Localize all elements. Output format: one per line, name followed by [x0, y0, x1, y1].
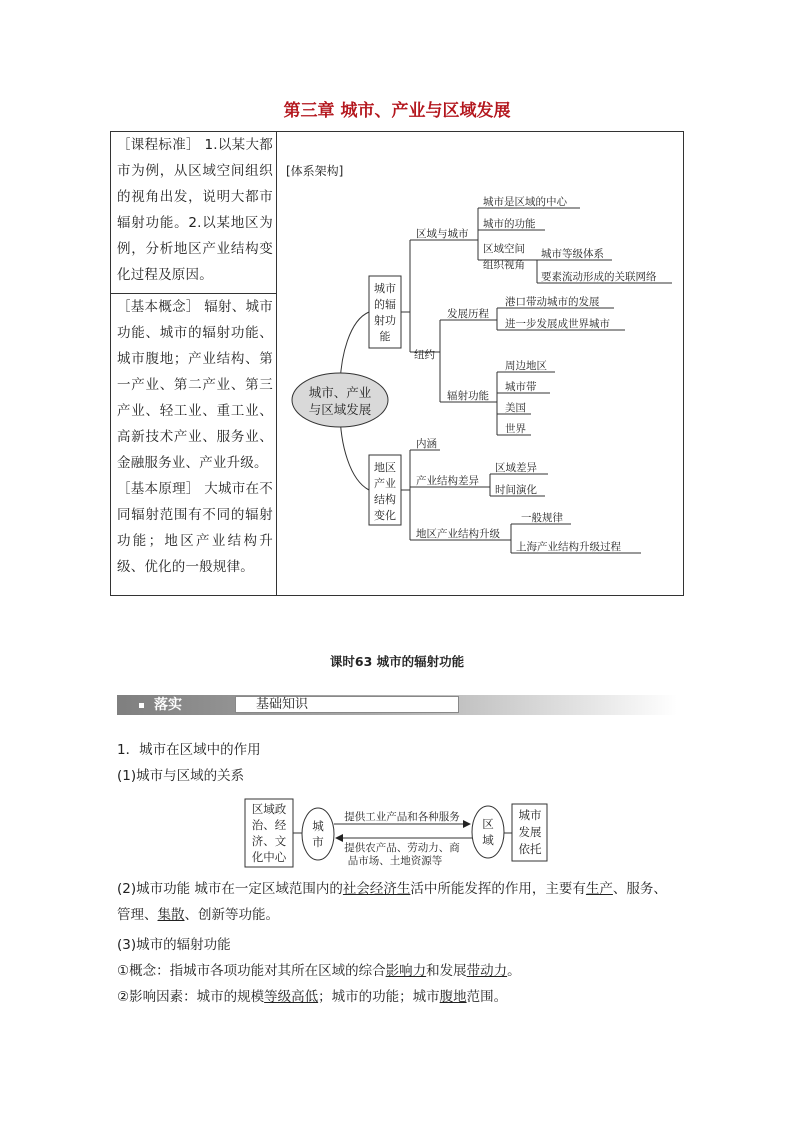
branch2-text: 产业 [374, 477, 396, 490]
node: 发展历程 [447, 308, 489, 320]
node: 城市的功能 [483, 218, 536, 230]
diagram-text: 域 [482, 833, 494, 847]
node: 要素流动形成的关联网络 [541, 271, 657, 283]
node: 进一步发展成世界城市 [505, 318, 610, 330]
diagram-text: 市 [312, 835, 324, 849]
diagram-text: 济、文 [251, 834, 287, 848]
mindmap-center-2: 与区域发展 [308, 402, 372, 417]
diagram-text: 治、经 [251, 818, 287, 832]
banner-label: 基础知识 [235, 696, 459, 713]
diagram-text: 区域政 [251, 802, 287, 816]
node: 周边地区 [505, 360, 547, 372]
chapter-title: 第三章 城市、产业与区域发展 [283, 101, 511, 121]
section-heading: 1．城市在区域中的作用 [117, 742, 261, 758]
arrow-label: 提供工业产品和各种服务 [344, 811, 460, 823]
node: 内涵 [416, 438, 437, 450]
subsection-heading: (1)城市与区域的关系 [117, 768, 245, 784]
diagram-text: 城市 [518, 808, 542, 822]
arrow-label: 品市场、土地资源等 [347, 855, 443, 867]
basic-concepts: ［基本概念］ 辐射、城市功能、城市的辐射功能、城市腹地；产业结构、第一产业、第二产业、第三产业、轻工业、重工业、高新技术产业、服务业、金融服务业、产业升级。 ［基本原理］ 大城市在不同辐射范围有不同的辐射功能；地区产业结构升级、优化的一般规律。 [117, 294, 273, 580]
node: 区域空间 [483, 243, 525, 255]
node-newyork: 纽约 [414, 349, 435, 361]
city-function-paragraph: (2)城市功能 城市在一定区域范围内的社会经济生活中所能发挥的作用，主要有生产、服务、 管理、集散、创新等功能。 [117, 881, 667, 923]
branch1-text: 能 [379, 330, 391, 343]
node: 组织视角 [483, 259, 525, 271]
node: 区域差异 [495, 462, 537, 474]
node: 地区产业结构升级 [416, 528, 500, 540]
banner-tag: 落实 [139, 695, 182, 715]
diagram-text: 城 [312, 819, 324, 833]
node: 美国 [505, 402, 526, 414]
mindmap-center-1: 城市、产业 [308, 385, 372, 400]
factors-paragraph: ②影响因素：城市的规模等级高低；城市的功能；城市腹地范围。 [117, 989, 508, 1005]
diagram-text: 依托 [518, 842, 542, 856]
diagram-text: 区 [482, 817, 494, 831]
concept-paragraph: ①概念：指城市各项功能对其所在区域的综合影响力和发展带动力。 [117, 963, 521, 979]
branch1-text: 的辐 [374, 298, 396, 311]
branch2-text: 结构 [374, 493, 396, 506]
node: 辐射功能 [447, 390, 489, 402]
diagram-text: 化中心 [251, 850, 287, 864]
node: 产业结构差异 [416, 475, 479, 487]
diagram-text: 发展 [518, 825, 542, 839]
branch2-text: 变化 [374, 509, 396, 522]
node: 港口带动城市的发展 [505, 296, 600, 308]
mindmap-heading: [体系架构] [286, 164, 344, 178]
arrow-label: 提供农产品、劳动力、商 [344, 842, 460, 854]
radiation-heading: (3)城市的辐射功能 [117, 937, 231, 953]
basic-principles: ［基本原理］ 大城市在不同辐射范围有不同的辐射功能；地区产业结构升级、优化的一般规律。 [117, 481, 273, 575]
node: 一般规律 [521, 512, 563, 524]
branch2-text: 地区 [374, 461, 396, 474]
node: 世界 [505, 423, 526, 435]
lesson-title: 课时63 城市的辐射功能 [329, 654, 465, 669]
node: 上海产业结构升级过程 [516, 541, 621, 553]
node: 城市等级体系 [541, 248, 604, 260]
node-region-city: 区域与城市 [416, 228, 469, 240]
node: 城市是区域的中心 [483, 196, 567, 208]
node: 时间演化 [495, 484, 537, 496]
branch1-text: 城市 [374, 282, 396, 295]
node: 城市带 [505, 381, 537, 393]
branch1-text: 射功 [374, 314, 396, 327]
curriculum-standard: ［课程标准］ 1.以某大都市为例，从区域空间组织的视角出发，说明大都市辐射功能。2.以某地区为例，分析地区产业结构变化过程及原因。 [117, 137, 273, 283]
